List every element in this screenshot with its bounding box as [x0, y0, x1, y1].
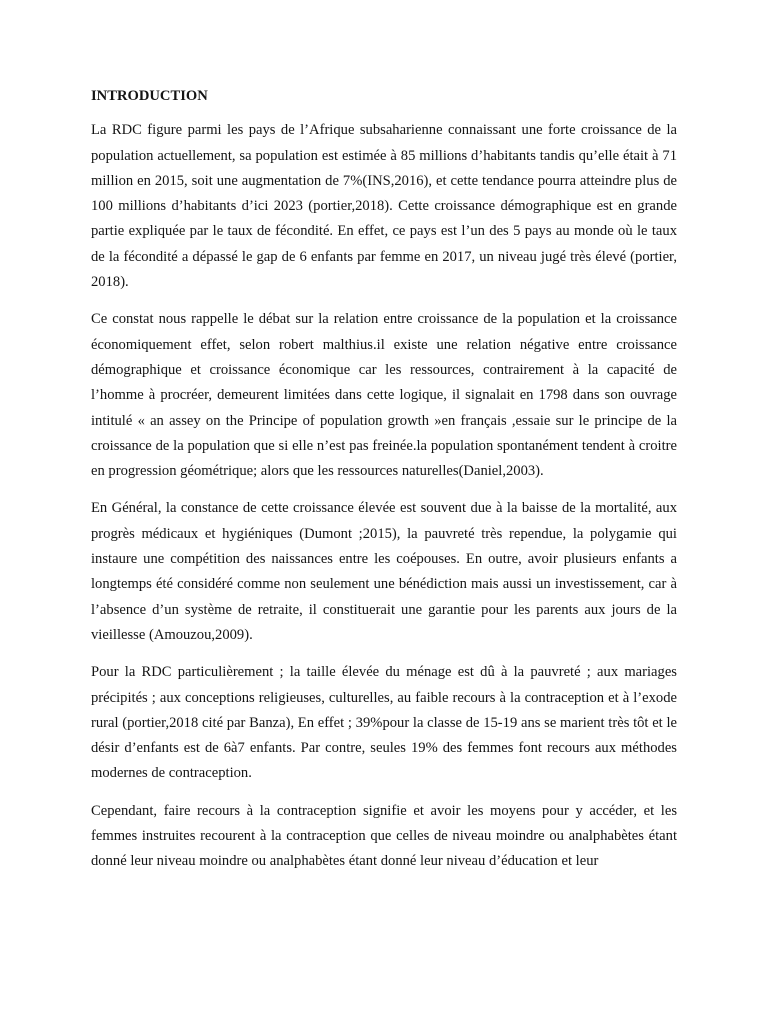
document-body	[91, 84, 677, 887]
section-heading: INTRODUCTION	[91, 88, 208, 104]
paragraph-3: En Général, la constance de cette croissance élevée est souvent due à la baisse de la mortalité, aux progrès médicaux et hygiéniques (Dumont ;2015), la pauvreté très rependue, la polygamie qui instaure une compétition des naissances entre les coépouses. En outre, avoir plusieurs enfants a longtemps été considéré comme non seulement une bénédiction mais aussi un investissement, car à l’absence d’un système de retraite, il constituerait une garantie pour les parents aux jours de la vieillesse (Amouzou,2009).	[91, 500, 677, 643]
paragraph-4: Pour la RDC particulièrement ; la taille élevée du ménage est dû à la pauvreté ; aux mariages précipités ; aux conceptions religieuses, culturelles, au faible recours à la contraception et à l’exode rural (portier,2018 cité par Banza), En effet ; 39%pour la classe de 15-19 ans se marient très tôt et le désir d’enfants est de 6à7 enfants. Par contre, seules 19% des femmes font recours aux méthodes modernes de contraception.	[91, 664, 677, 782]
paragraph-5: Cependant, faire recours à la contraception signifie et avoir les moyens pour y accéder, et les femmes instruites recourent à la contraception que celles de niveau moindre ou analphabètes étant donné leur niveau moindre ou analphabètes étant donné leur niveau d’éducation et leur	[91, 802, 677, 870]
paragraph-1: La RDC figure parmi les pays de l’Afrique subsaharienne connaissant une forte croissance de la population actuellement, sa population est estimée à 85 millions d’habitants tandis qu’elle était à 71 million en 2015, soit une augmentation de 7%(INS,2016), et cette tendance pourra atteindre plus de 100 millions d’habitants d’ici 2023 (portier,2018). Cette croissance démographique est en grande partie expliquée par le taux de fécondité. En effet, ce pays est l’un des 5 pays au monde où le taux de la fécondité a dépassé le gap de 6 enfants par femme en 2017, un niveau jugé très élevé (portier, 2018).	[91, 122, 677, 291]
paragraph-2: Ce constat nous rappelle le débat sur la relation entre croissance de la population et la croissance économiquement effet, selon robert malthius.il existe une relation négative entre croissance démographique et croissance économique car les ressources, contrairement à la capacité de l’homme à procréer, demeurent limitées dans cette logique, il signalait en 1798 dans son ouvrage intitulé « an assey on the Principe of population growth »en français ,essaie sur le principe de la croissance de la population que si elle n’est pas freinée.la population spontanément tendent à croitre en progression géométrique; alors que les ressources naturelles(Daniel,2003).	[91, 311, 677, 480]
